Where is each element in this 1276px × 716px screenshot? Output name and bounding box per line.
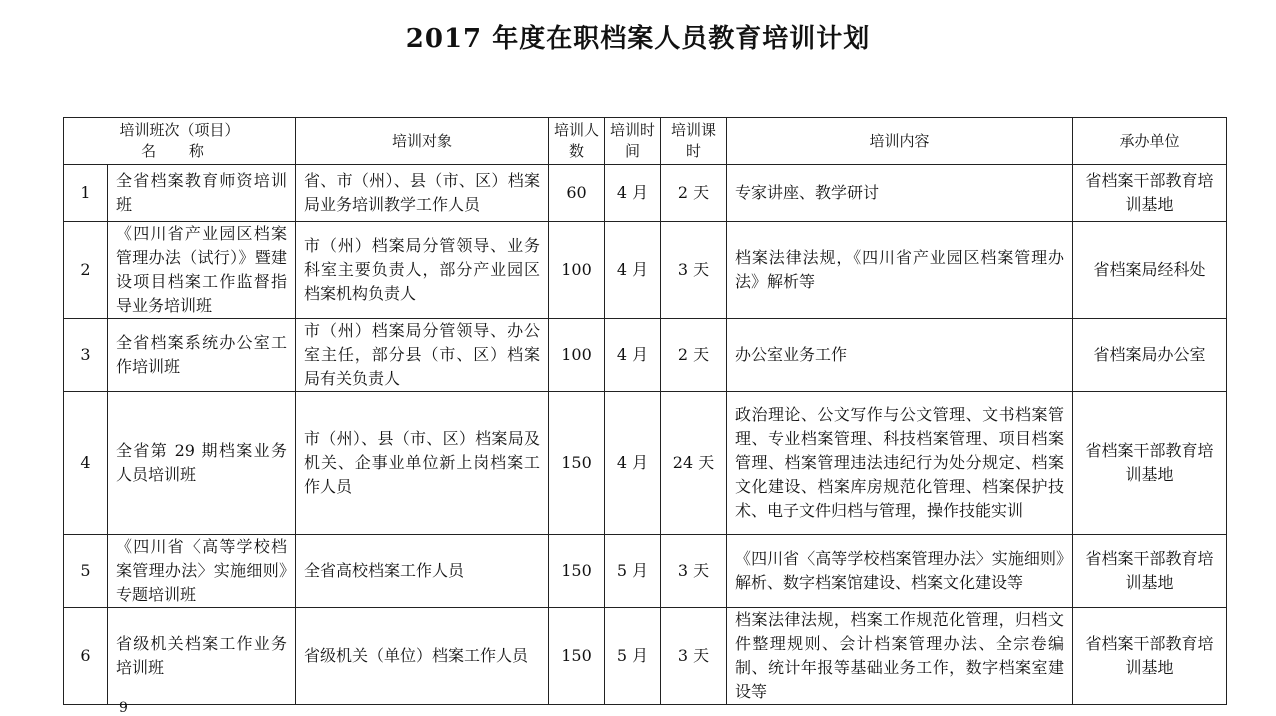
row-time: 4 月 — [605, 165, 661, 222]
row-target: 全省高校档案工作人员 — [296, 535, 549, 608]
row-number: 6 — [64, 608, 108, 705]
row-duration: 24 天 — [661, 392, 727, 535]
row-content: 专家讲座、教学研讨 — [727, 165, 1073, 222]
row-organizer: 省档案干部教育培训基地 — [1073, 392, 1227, 535]
header-target: 培训对象 — [296, 118, 549, 165]
row-time: 4 月 — [605, 392, 661, 535]
row-number: 1 — [64, 165, 108, 222]
row-content: 档案法律法规，《四川省产业园区档案管理办法》解析等 — [727, 222, 1073, 319]
table-row — [64, 319, 1227, 392]
row-organizer: 省档案干部教育培训基地 — [1073, 165, 1227, 222]
row-target: 市（州）档案局分管领导、办公室主任，部分县（市、区）档案局有关负责人 — [296, 319, 549, 392]
row-number: 2 — [64, 222, 108, 319]
row-content: 档案法律法规，档案工作规范化管理，归档文件整理规则、会计档案管理办法、全宗卷编制、统计年报等基础业务工作，数字档案室建设等 — [727, 608, 1073, 705]
row-time: 4 月 — [605, 222, 661, 319]
row-name: 全省第 29 期档案业务人员培训班 — [108, 392, 296, 535]
row-duration: 3 天 — [661, 608, 727, 705]
row-number: 5 — [64, 535, 108, 608]
row-duration: 3 天 — [661, 535, 727, 608]
row-time: 5 月 — [605, 535, 661, 608]
header-name — [64, 118, 296, 165]
row-content: 政治理论、公文写作与公文管理、文书档案管理、专业档案管理、科技档案管理、项目档案管理、档案管理违法违纪行为处分规定、档案文化建设、档案库房规范化管理、档案保护技术、电子文件归档与管理，操作技能实训 — [727, 392, 1073, 535]
row-organizer: 省档案局办公室 — [1073, 319, 1227, 392]
row-count: 150 — [549, 392, 605, 535]
training-plan-table — [63, 117, 1227, 705]
row-target: 省级机关（单位）档案工作人员 — [296, 608, 549, 705]
header-count: 培训人数 — [549, 118, 605, 165]
row-count: 150 — [549, 535, 605, 608]
row-duration: 2 天 — [661, 165, 727, 222]
header-duration: 培训课时 — [661, 118, 727, 165]
header-organizer: 承办单位 — [1073, 118, 1227, 165]
row-name: 全省档案系统办公室工作培训班 — [108, 319, 296, 392]
table-row — [64, 608, 1227, 705]
row-organizer: 省档案干部教育培训基地 — [1073, 535, 1227, 608]
header-name-line2: 名 称 — [141, 142, 218, 160]
table-row — [64, 535, 1227, 608]
table-row — [64, 165, 1227, 222]
row-organizer: 省档案干部教育培训基地 — [1073, 608, 1227, 705]
row-name: 《四川省〈高等学校档案管理办法〉实施细则》专题培训班 — [108, 535, 296, 608]
table-header-row — [64, 118, 1227, 165]
row-count: 100 — [549, 319, 605, 392]
row-duration: 2 天 — [661, 319, 727, 392]
table-row — [64, 222, 1227, 319]
row-content: 《四川省〈高等学校档案管理办法〉实施细则》解析、数字档案馆建设、档案文化建设等 — [727, 535, 1073, 608]
row-count: 100 — [549, 222, 605, 319]
page-title: 2017 年度在职档案人员教育培训计划 — [405, 24, 871, 54]
row-count: 150 — [549, 608, 605, 705]
row-name: 省级机关档案工作业务培训班 — [108, 608, 296, 705]
row-time: 5 月 — [605, 608, 661, 705]
header-time: 培训时间 — [605, 118, 661, 165]
row-target: 省、市（州）、县（市、区）档案局业务培训教学工作人员 — [296, 165, 549, 222]
row-organizer: 省档案局经科处 — [1073, 222, 1227, 319]
header-name-line1: 培训班次（项目） — [119, 121, 240, 139]
row-count: 60 — [549, 165, 605, 222]
row-number: 3 — [64, 319, 108, 392]
row-duration: 3 天 — [661, 222, 727, 319]
row-content: 办公室业务工作 — [727, 319, 1073, 392]
table-row — [64, 392, 1227, 535]
row-name: 《四川省产业园区档案管理办法（试行）》暨建设项目档案工作监督指导业务培训班 — [108, 222, 296, 319]
row-number: 4 — [64, 392, 108, 535]
row-name: 全省档案教育师资培训班 — [108, 165, 296, 222]
row-target: 市（州）、县（市、区）档案局及机关、企事业单位新上岗档案工作人员 — [296, 392, 549, 535]
page-number: 9 — [119, 700, 128, 716]
row-time: 4 月 — [605, 319, 661, 392]
row-target: 市（州）档案局分管领导、业务科室主要负责人，部分产业园区档案机构负责人 — [296, 222, 549, 319]
header-content: 培训内容 — [727, 118, 1073, 165]
